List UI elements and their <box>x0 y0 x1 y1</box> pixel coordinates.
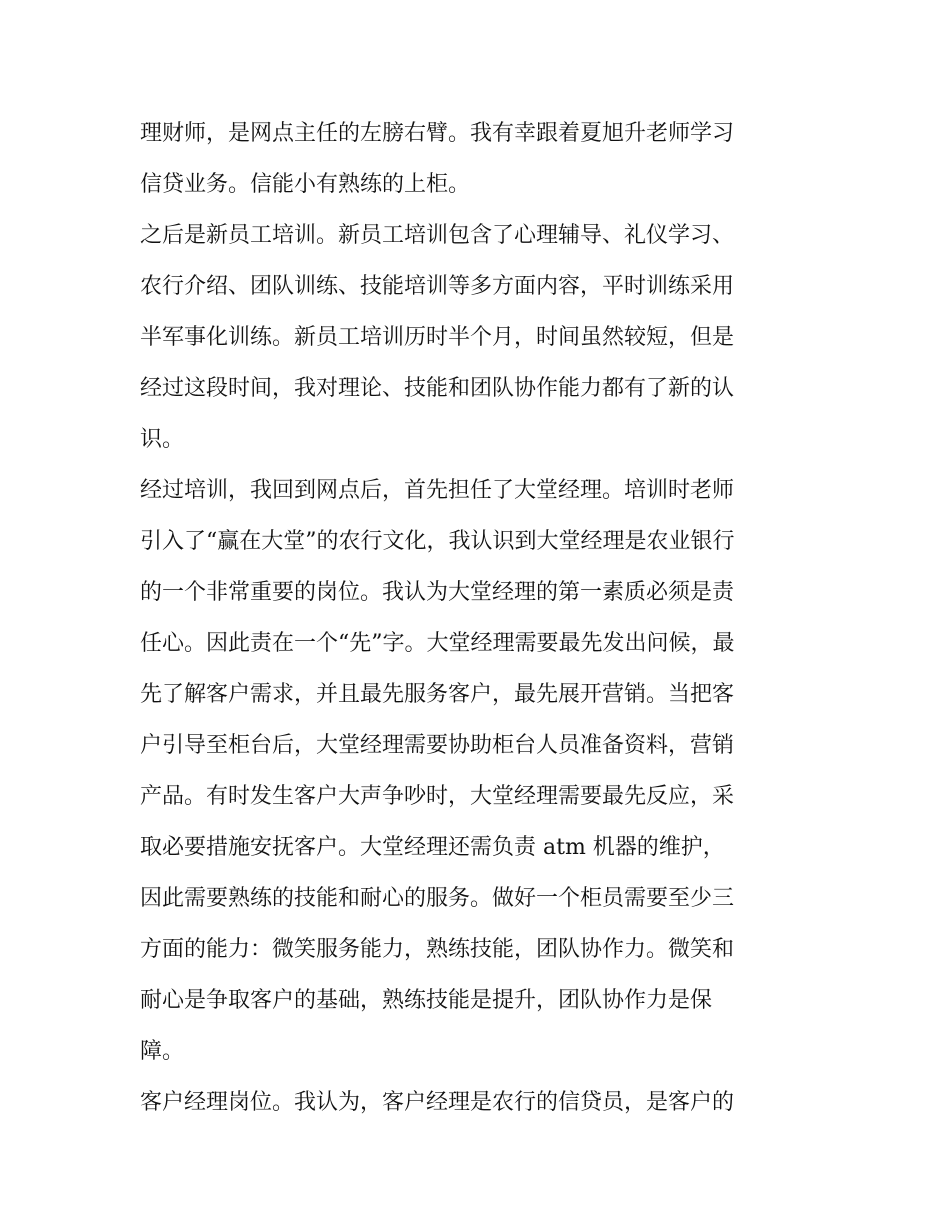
text-line: 方面的能力：微笑服务能力，熟练技能，团队协作力。微笑和 <box>140 937 735 962</box>
text-line: 客户经理岗位。我认为，客户经理是农行的信贷员，是客户的 <box>140 1090 735 1115</box>
text-line: 因此需要熟练的技能和耐心的服务。做好一个柜员需要至少三 <box>140 886 735 911</box>
text-line: 的一个非常重要的岗位。我认为大堂经理的第一素质必须是责 <box>140 580 735 605</box>
text-line: 取必要措施安抚客户。大堂经理还需负责 atm 机器的维护， <box>140 835 725 860</box>
text-line: 半军事化训练。新员工培训历时半个月，时间虽然较短，但是 <box>140 325 735 350</box>
text-line: 农行介绍、团队训练、技能培训等多方面内容，平时训练采用 <box>140 274 735 299</box>
text-line: 理财师，是网点主任的左膀右臂。我有幸跟着夏旭升老师学习 <box>140 121 735 146</box>
body-text <box>140 108 840 1128</box>
text-line: 信贷业务。信能小有熟练的上柜。 <box>140 172 471 197</box>
text-line: 经过这段时间，我对理论、技能和团队协作能力都有了新的认 <box>140 376 735 401</box>
text-line: 户引导至柜台后，大堂经理需要协助柜台人员准备资料，营销 <box>140 733 735 758</box>
text-line: 引入了“赢在大堂”的农行文化，我认识到大堂经理是农业银行 <box>140 529 735 554</box>
text-line: 先了解客户需求，并且最先服务客户，最先展开营销。当把客 <box>140 682 735 707</box>
text-line: 识。 <box>140 427 185 452</box>
text-line: 耐心是争取客户的基础，熟练技能是提升，团队协作力是保 <box>140 988 713 1013</box>
text-line: 产品。有时发生客户大声争吵时，大堂经理需要最先反应，采 <box>140 784 735 809</box>
text-line: 障。 <box>140 1039 185 1064</box>
text-line: 任心。因此责在一个“先”字。大堂经理需要最先发出问候，最 <box>140 631 735 656</box>
text-line: 之后是新员工培训。新员工培训包含了心理辅导、礼仪学习、 <box>140 223 735 248</box>
text-line: 经过培训，我回到网点后，首先担任了大堂经理。培训时老师 <box>140 478 735 503</box>
